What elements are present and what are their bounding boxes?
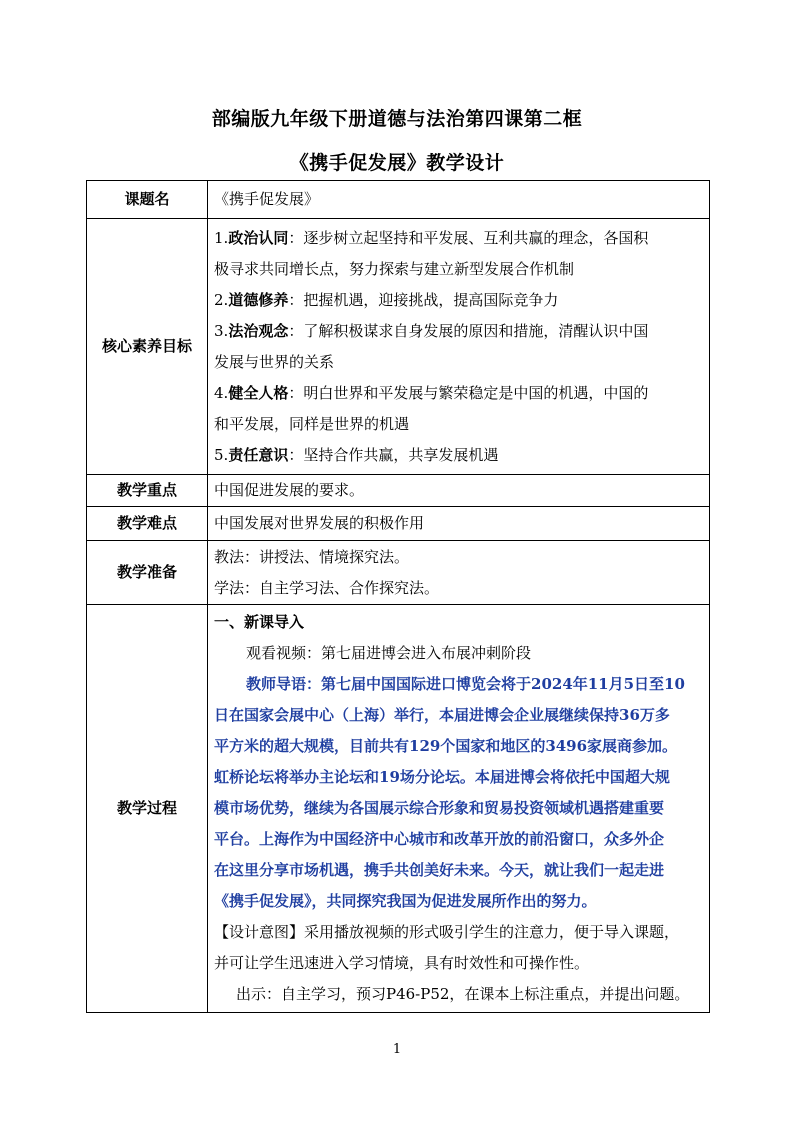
design-intent-line: 并可让学生迅速进入学习情境，具有时效性和可操作性。 <box>214 954 590 972</box>
design-intent-line: 【设计意图】采用播放视频的形式吸引学生的注意力，便于导入课题， <box>214 923 680 941</box>
goal-item: 4.健全人格：明白世界和平发展与繁荣稳定是中国的机遇，中国的 <box>214 383 649 402</box>
row-preparation <box>87 541 710 605</box>
guide-line: 在这里分享市场机遇，携手共创美好未来。今天，就让我们一起走进 <box>214 861 665 879</box>
key-point-value: 中国促进发展的要求。 <box>208 475 710 507</box>
goal-item-cont: 发展与世界的关系 <box>214 352 335 371</box>
topic-label: 课题名 <box>87 181 208 219</box>
goals-cell <box>208 219 710 475</box>
row-difficulty <box>87 507 710 541</box>
row-process <box>87 605 710 1013</box>
goal-item-cont: 极寻求共同增长点，努力探索与建立新型发展合作机制 <box>214 259 575 278</box>
difficulty-value: 中国发展对世界发展的积极作用 <box>208 507 710 541</box>
difficulty-label: 教学难点 <box>87 507 208 541</box>
guide-line: 《携手促发展》，共同探究我国为促进发展所作出的努力。 <box>214 892 597 910</box>
document-title-line1: 部编版九年级下册道德与法治第四课第二框 <box>211 108 583 130</box>
guide-line: 模市场优势，继续为各国展示综合形象和贸易投资领域机遇搭建重要 <box>214 799 665 817</box>
learning-method: 学法：自主学习法、合作探究法。 <box>214 578 440 597</box>
key-point-label: 教学重点 <box>87 475 208 507</box>
teaching-method: 教法：讲授法、情境探究法。 <box>214 547 410 566</box>
goals-label: 核心素养目标 <box>87 219 208 475</box>
lesson-plan-table <box>86 180 710 1013</box>
guide-line: 日在国家会展中心（上海）举行，本届进博会企业展继续保持36万多 <box>214 706 670 724</box>
document-title-line2: 《携手促发展》教学设计 <box>289 152 505 174</box>
process-cell <box>208 605 710 1013</box>
preparation-cell <box>208 541 710 605</box>
preparation-label: 教学准备 <box>87 541 208 605</box>
goal-item: 2.道德修养：把握机遇，迎接挑战，提高国际竞争力 <box>214 290 559 309</box>
goal-item: 5.责任意识：坚持合作共赢，共享发展机遇 <box>214 445 499 464</box>
guide-line: 平方米的超大规模，目前共有129个国家和地区的3496家展商参加。 <box>214 737 678 755</box>
show-instruction: 出示：自主学习，预习P46-P52，在课本上标注重点，并提出问题。 <box>236 985 690 1003</box>
row-goals <box>87 219 710 475</box>
section-title: 一、新课导入 <box>214 613 305 631</box>
guide-line: 平台。上海作为中国经济中心城市和改革开放的前沿窗口，众多外企 <box>214 830 665 848</box>
guide-line: 教师导语：第七届中国国际进口博览会将于2024年11月5日至10 <box>246 675 685 693</box>
goal-item-cont: 和平发展，同样是世界的机遇 <box>214 414 410 433</box>
guide-line: 虹桥论坛将举办主论坛和19场分论坛。本届进博会将依托中国超大规 <box>214 768 670 786</box>
row-key-point <box>87 475 710 507</box>
page-number: 1 <box>392 1042 402 1057</box>
topic-value: 《携手促发展》 <box>208 181 710 219</box>
goal-item: 3.法治观念：了解积极谋求自身发展的原因和措施，清醒认识中国 <box>214 321 649 340</box>
goal-item: 1.政治认同：逐步树立起坚持和平发展、互利共赢的理念，各国积 <box>214 228 649 247</box>
row-topic <box>87 181 710 219</box>
video-note: 观看视频：第七届进博会进入布展冲刺阶段 <box>246 644 532 662</box>
process-label: 教学过程 <box>87 605 208 1013</box>
